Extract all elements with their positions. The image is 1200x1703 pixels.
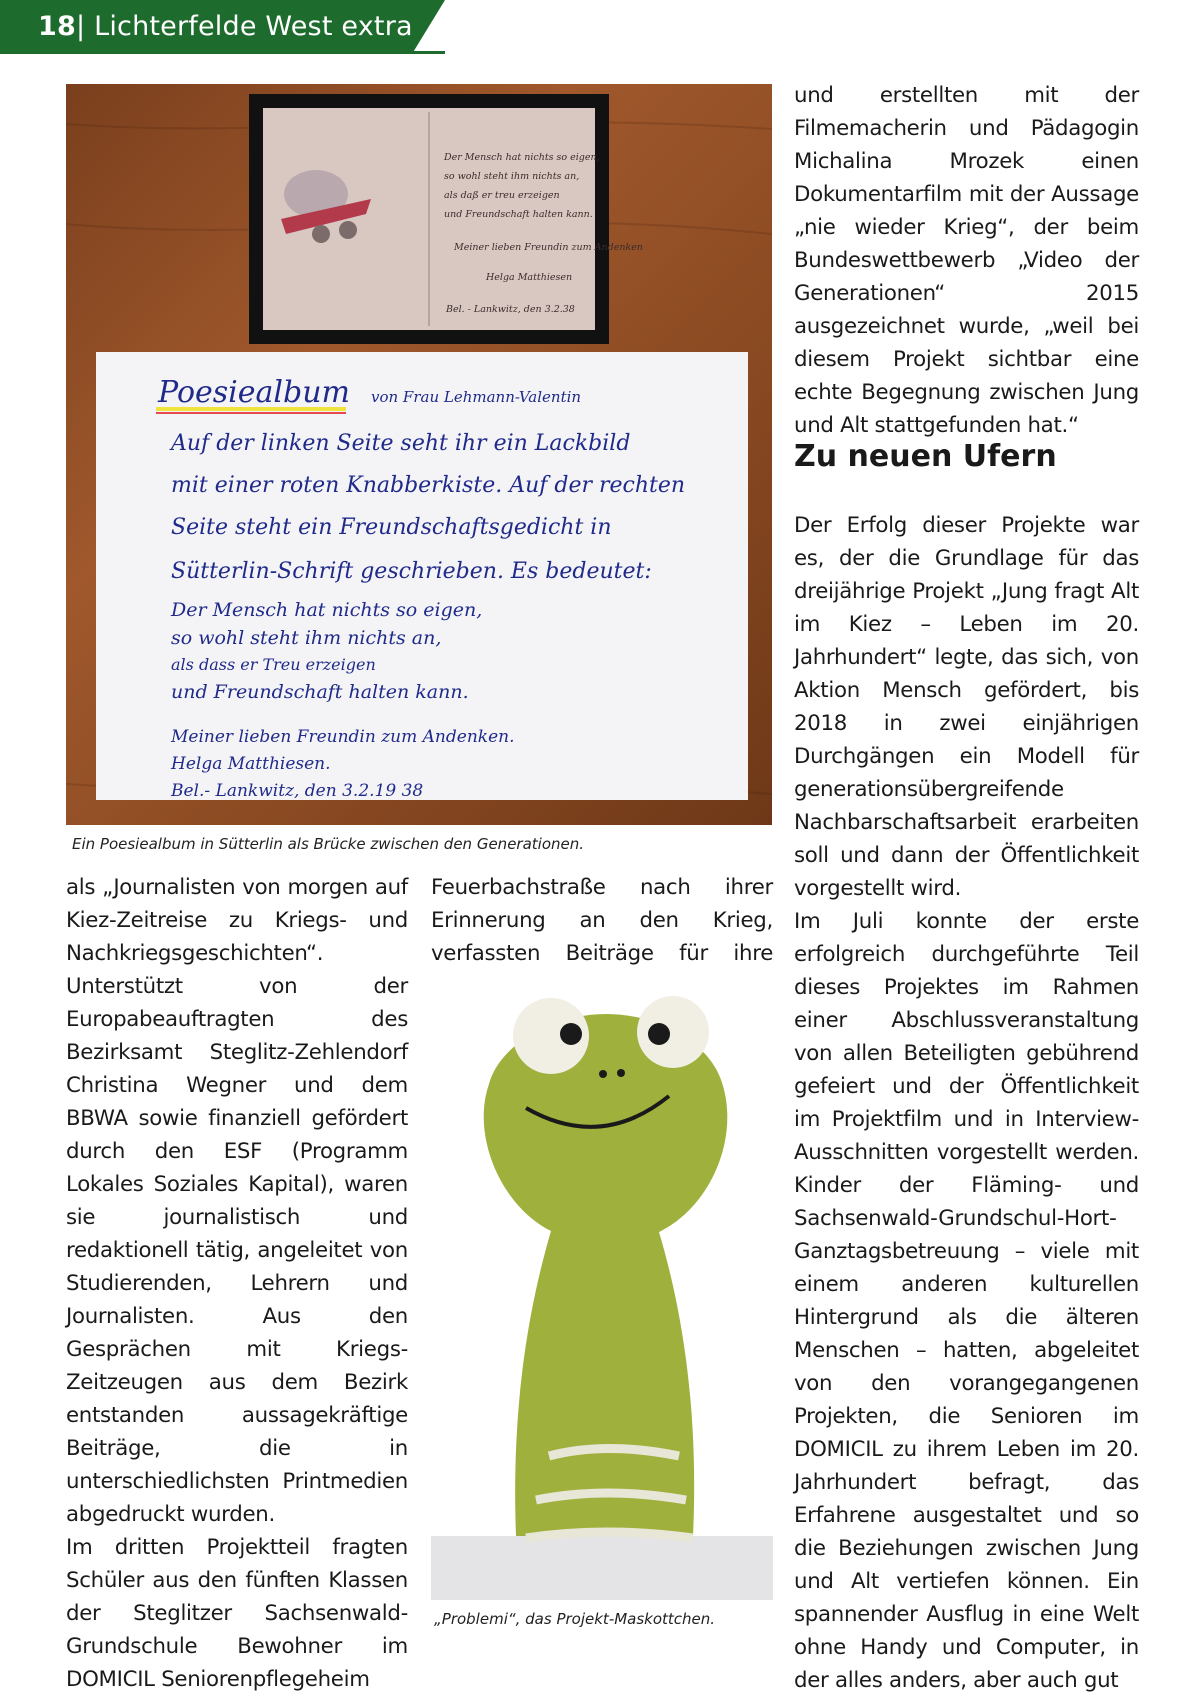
poesiealbum-illustration — [66, 84, 772, 825]
svg-text:Meiner lieben Freundin zum And: Meiner lieben Freundin zum Andenken — [454, 242, 643, 253]
svg-text:Bel. - Lankwitz, den 3.2.38: Bel. - Lankwitz, den 3.2.38 — [446, 304, 575, 315]
header-title — [38, 10, 413, 44]
page-number: 18 — [38, 11, 76, 42]
paragraph: Der Erfolg dieser Projekte war es, der die Grundlage für das dreijährige Projekt „Jung fragt Alt im Kiez – Leben im 20. Jahrhundert“ legte, das sich, von Aktion Mensch gefördert, bis 2018 in zwei einjährigen Durchgängen ein Modell für generationsübergreifende Nachbarschaftsarbeit erarbeiten soll und dann der Öffentlichkeit vorgestellt wird. — [794, 513, 1139, 901]
poesiealbum-photo — [66, 84, 772, 825]
mascot-illustration — [431, 976, 773, 1600]
svg-text:Der Mensch hat nichts so eigen: Der Mensch hat nichts so eigen, — [444, 152, 600, 163]
header-separator: | — [75, 11, 86, 42]
paragraph: Im Juli konnte der erste erfolgreich durchgeführte Teil dieses Projektes im Rahmen einer Abschlussveranstaltung von allen Beteiligten gebührend gefeiert und der Öffentlichkeit im Projektfilm und in Interview-Ausschnitten vorgestellt werden. Kinder der Fläming- und Sachsenwald-Grundschul-Hort-Ganztagsbetreuung – viele mit einem anderen kulturellen Hintergrund als die älteren Menschen – hatten, abgeleitet von den vorangegangenen Projekten, die Senioren im DOMICIL zu ihrem Leben im 20. Jahrhundert befragt, das Erfahrene ausgestaltet und so die Beziehungen zwischen Jung und Alt vertiefen können. Ein spannender Ausflug in eine Welt ohne Handy und Computer, in der alles anders, aber auch gut — [794, 909, 1139, 1693]
svg-text:Seite steht ein Freundschaftsg: Seite steht ein Freundschaftsgedicht in — [171, 515, 612, 540]
svg-text:Helga Matthiesen: Helga Matthiesen — [486, 272, 573, 283]
svg-text:Auf der linken Seite seht ihr: Auf der linken Seite seht ihr ein Lackbild — [171, 431, 631, 456]
svg-text:Poesiealbum: Poesiealbum — [158, 375, 350, 410]
header-rule — [0, 51, 445, 54]
section-title: Lichterfelde West extra — [94, 11, 413, 42]
paragraph: Feuerbachstraße nach ihrer Erinnerung an den Krieg, verfassten Beiträge für ihre — [431, 875, 773, 966]
paragraph: Im dritten Projektteil fragten Schüler aus den fünften Klassen der Steglitzer Sachsenwald-Grundschule Bewohner im DOMICIL Seniorenpflegeheim — [66, 1535, 408, 1692]
svg-text:Meiner lieben Freundin zum And: Meiner lieben Freundin zum Andenken. — [171, 727, 515, 747]
article-col-left — [66, 871, 408, 1696]
mascot-caption: „Problemi“, das Projekt-Maskottchen. — [434, 1610, 716, 1628]
svg-text:so wohl steht ihm nichts an,: so wohl steht ihm nichts an, — [171, 627, 442, 649]
svg-text:Bel.- Lankwitz, den 3.2.19 38: Bel.- Lankwitz, den 3.2.19 38 — [171, 781, 424, 801]
paragraph: Unterstützt von der Europabeauftragten des Bezirksamt Steglitz-Zehlendorf Christina Wegner und dem BBWA sowie finanziell gefördert durch den ESF (Programm Lokales Soziales Kapital), waren sie journalistisch und redaktionell tätig, angeleitet von Studierenden, Lehrern und Journalisten. Aus den Gesprächen mit Kriegs-Zeitzeugen aus dem Bezirk entstanden aussagekräftige Beiträge, die in unterschiedlichsten Printmedien abgedruckt wurden. — [66, 974, 408, 1527]
article-col-right-top — [794, 79, 1139, 442]
article-col-right — [794, 509, 1139, 1697]
svg-text:Der Mensch hat nichts so eigen: Der Mensch hat nichts so eigen, — [171, 599, 483, 621]
svg-text:Helga Matthiesen.: Helga Matthiesen. — [171, 754, 331, 774]
svg-text:von Frau Lehmann-Valentin: von Frau Lehmann-Valentin — [371, 388, 582, 406]
svg-text:als dass er Treu erzeigen: als dass er Treu erzeigen — [171, 655, 376, 674]
svg-text:so wohl steht ihm nichts an,: so wohl steht ihm nichts an, — [444, 171, 580, 182]
svg-text:mit einer roten Knabberkiste.: mit einer roten Knabberkiste. Auf der rechten — [171, 473, 686, 498]
paragraph: als „Journalisten von morgen auf Kiez-Zeitreise zu Kriegs- und Nachkriegsgeschichten“. — [66, 875, 408, 966]
svg-text:Sütterlin-Schrift geschrieben.: Sütterlin-Schrift geschrieben. Es bedeutet: — [171, 559, 652, 584]
paragraph: und erstellten mit der Filmemacherin und Pädagogin Michalina Mrozek einen Dokumentarfilm mit der Aussage „nie wieder Krieg“, der beim Bundeswettbewerb „Video der Generationen“ 2015 ausgezeichnet wurde, „weil bei diesem Projekt sichtbar eine echte Begegnung zwischen Jung und Alt stattgefunden hat.“ — [794, 83, 1139, 438]
svg-text:und Freundschaft halten kann.: und Freundschaft halten kann. — [171, 681, 469, 703]
subheading: Zu neuen Ufern — [794, 439, 1057, 474]
page-header — [0, 0, 445, 54]
mascot-photo — [431, 976, 773, 1600]
poesiealbum-caption: Ein Poesiealbum in Sütterlin als Brücke zwischen den Generationen. — [72, 835, 585, 853]
svg-text:und Freundschaft halten kann.: und Freundschaft halten kann. — [444, 209, 593, 220]
svg-text:als daß er treu erzeigen: als daß er treu erzeigen — [444, 190, 560, 201]
